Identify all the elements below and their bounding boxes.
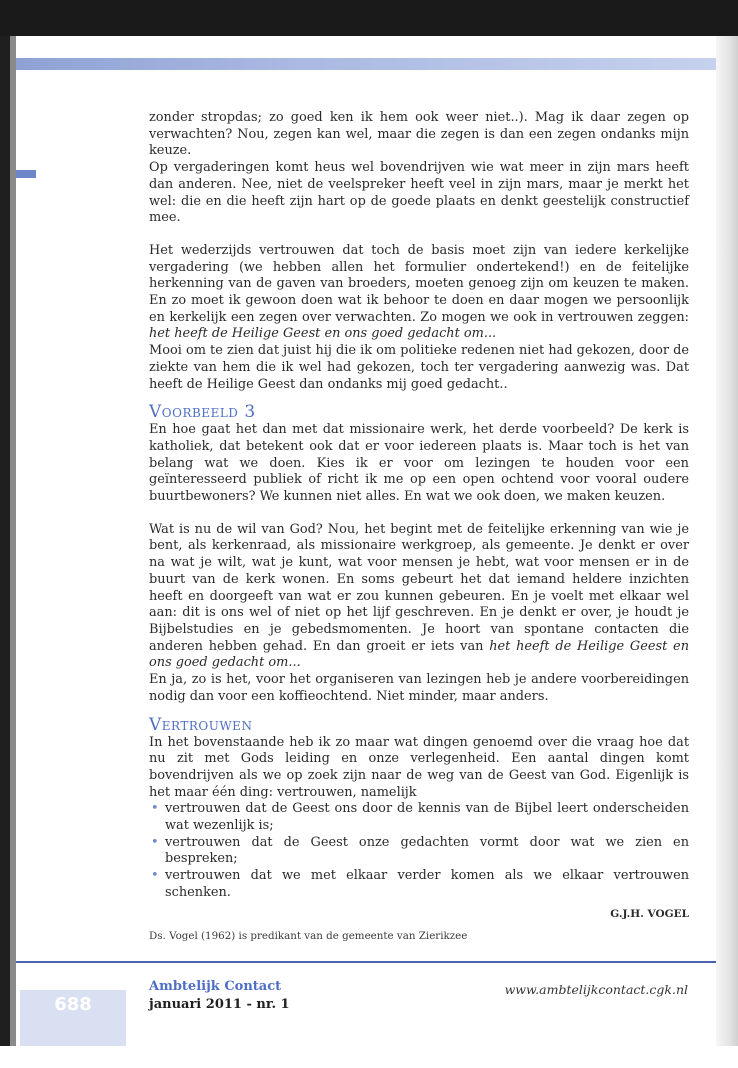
- footer-divider: [16, 961, 716, 963]
- paragraph: In het bovenstaande heb ik zo maar wat dingen genoemd over die vraag hoe dat nu zit met Gods leiding en onze verlegenheid. Een aantal dingen komt bovendrijven als we op zoek zijn naar de weg van de Geest van God. Eigenlijk is het maar één ding: vertrouwen, namelijk: [149, 734, 689, 800]
- paragraph: Op vergaderingen komt heus wel bovendrijven wie wat meer in zijn mars heeft dan anderen. Nee, niet de veelspreker heeft veel in zijn mars, maar je merkt het wel: die en die heeft zijn hart op de goede plaats en denkt geestelijk constructief mee.: [149, 160, 689, 226]
- bullet-icon: •: [151, 834, 159, 850]
- list-item: • vertrouwen dat de Geest ons door de kennis van de Bijbel leert onderscheiden wat wezenlijk is;: [151, 801, 689, 834]
- paragraph: zonder stropdas; zo goed ken ik hem ook weer niet..). Mag ik daar zegen op verwachten? Nou, zegen kan wel, maar die zegen is dan een zegen ondanks mijn keuze.: [149, 110, 689, 159]
- list-item: • vertrouwen dat we met elkaar verder komen als we elkaar vertrouwen schenken.: [151, 868, 689, 900]
- paragraph: Wat is nu de wil van God? Nou, het begint met de feitelijke erkenning van wie je bent, als kerkenraad, als missionaire werkgroep, als gemeente. Je denkt er over na wat je wilt, wat je kunt, wat voor mensen je hebt, wat voor mensen er in de buurt van de kerk wonen. En soms gebeurt het dat iemand heldere inzichten heeft en doorgeeft van wat er zou kunnen gebeuren. En je voelt met elkaar wel aan: dit is ons wel of niet op het lijf geschreven. En je denkt er over, je houdt je Bijbelstudies en je gebedsmomenten. Je hoort van spontane contacten die anderen hebben gehad. En dan groeit er iets van het heeft de Heilige Geest en ons goed gedacht om...: [149, 521, 689, 671]
- scan-bottom-border: [0, 1046, 738, 1068]
- paragraph: Mooi om te zien dat juist hij die ik om politieke redenen niet had gekozen, door de ziekte van hem die ik wel had gekozen, toch ter vergadering aanwezig was. Dat heeft de Heilige Geest dan ondanks mij goed gedacht..: [149, 343, 689, 392]
- page-left-edge: [10, 36, 16, 1046]
- header-color-bar: [16, 58, 716, 70]
- author-signature: G.J.H. VOGEL: [610, 907, 689, 920]
- page-right-edge: [716, 36, 738, 1046]
- paragraph: Het wederzijds vertrouwen dat toch de basis moet zijn van iedere kerkelijke vergadering (we hebben allen het formulier ondertekend!) en de feitelijke herkenning van de gaven van broeders, moeten genoeg zijn om keuzen te maken. En zo moet ik gewoon doen wat ik behoor te doen en daar mogen we persoonlijk en kerkelijk een zegen over verwachten. Zo mogen we ook in vertrouwen zeggen: het heeft de Heilige Geest en ons goed gedacht om...: [149, 242, 689, 342]
- list-item: • vertrouwen dat de Geest onze gedachten vormt door wat we zien en bespreken;: [151, 834, 689, 867]
- bullet-list: [149, 801, 689, 901]
- issue-label: januari 2011 - nr. 1: [149, 997, 290, 1012]
- paragraph: En hoe gaat het dan met dat missionaire werk, het derde voorbeeld? De kerk is katholiek, dat betekent ook dat er voor iedereen plaats is. Maar toch is het van belang wat we doen. Kies ik er voor om lezingen te houden voor een geïnteresseerd publiek of richt ik me op een open ochtend voor vooral oudere buurtbewoners? We kunnen niet alles. En wat we ook doen, we maken keuzen.: [149, 422, 689, 505]
- website-link[interactable]: www.ambtelijkcontact.cgk.nl: [504, 982, 688, 997]
- section-heading: Vertrouwen: [149, 714, 253, 735]
- bullet-icon: •: [151, 868, 159, 884]
- paragraph: En ja, zo is het, voor het organiseren van lezingen heb je andere voorbereidingen nodig dan voor een koffieochtend. Niet minder, maar anders.: [149, 672, 689, 704]
- footer-publication: [149, 978, 290, 1014]
- article-body: [149, 110, 689, 922]
- section-heading: Voorbeeld 3: [149, 402, 256, 423]
- magazine-title: Ambtelijk Contact: [149, 979, 282, 994]
- author-note: Ds. Vogel (1962) is predikant van de gemeente van Zierikzee: [149, 930, 468, 942]
- page-number: 688: [54, 994, 92, 1015]
- bullet-icon: •: [151, 801, 159, 817]
- side-marker: [16, 170, 36, 178]
- scan-top-border: [0, 0, 738, 36]
